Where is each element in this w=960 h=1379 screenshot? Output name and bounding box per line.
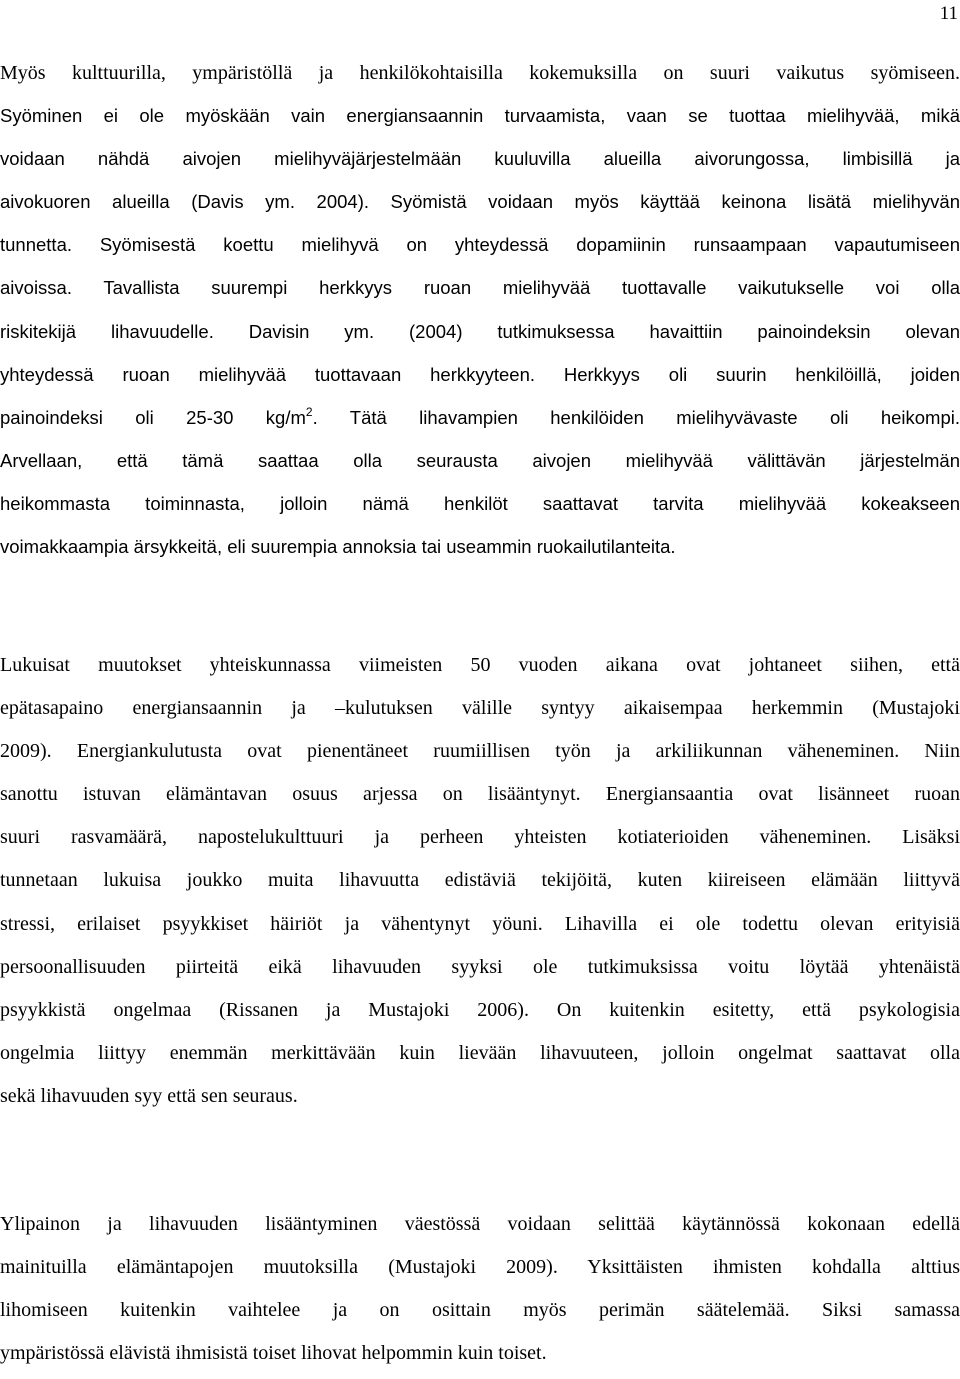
text-line: stressi, erilaiset psyykkiset häiriöt ja vähentynyt yöuni. Lihavilla ei ole todettu olevan erityisiä	[0, 912, 960, 935]
text-line: aivoissa. Tavallista suurempi herkkyys ruoan mielihyvää tuottavalle vaikutukselle voi olla	[0, 277, 960, 299]
text-line: mainituilla elämäntapojen muutoksilla (Mustajoki 2009). Yksittäisten ihmisten kohdalla alttius	[0, 1256, 960, 1279]
text-line: heikommasta toiminnasta, jolloin nämä henkilöt saattavat tarvita mielihyvää kokeakseen	[0, 492, 960, 514]
text-line: yhteydessä ruoan mielihyvää tuottavaan herkkyyteen. Herkkyys oli suurin henkilöillä, joiden	[0, 363, 960, 385]
text-line: psyykkistä ongelmaa (Rissanen ja Mustajoki 2006). On kuitenkin esitetty, että psykologisia	[0, 998, 960, 1021]
text-line: Syöminen ei ole myöskään vain energiansaannin turvaamista, vaan se tuottaa mielihyvää, mikä	[0, 105, 960, 127]
text-line: Lukuisat muutokset yhteiskunnassa viimeisten 50 vuoden aikana ovat johtaneet siihen, että	[0, 654, 960, 676]
text-line: aivokuoren alueilla (Davis ym. 2004). Syömistä voidaan myös käyttää keinona lisätä mielihyvän	[0, 191, 960, 213]
text-line: Myös kulttuurilla, ympäristöllä ja henkilökohtaisilla kokemuksilla on suuri vaikutus syömiseen.	[0, 62, 960, 84]
text-line-last: voimakkaampia ärsykkeitä, eli suurempia annoksia tai useammin ruokailutilanteita.	[0, 536, 676, 558]
paragraph-eating-pleasure	[0, 56, 960, 573]
text-line-last: sekä lihavuuden syy että sen seuraus.	[0, 1084, 298, 1107]
text-line: sanottu istuvan elämäntavan osuus arjessa on lisääntynyt. Energiansaantia ovat lisänneet ruoan	[0, 783, 960, 806]
text-line: Ylipainon ja lihavuuden lisääntyminen väestössä voidaan selittää käytännössä kokonaan edellä	[0, 1213, 960, 1235]
paragraph-overweight-increase	[0, 1207, 960, 1379]
text-line: suuri rasvamäärä, napostelukulttuuri ja perheen yhteisten kotiaterioiden väheneminen. Lisäksi	[0, 826, 960, 849]
text-line: ongelmia liittyy enemmän merkittävään kuin lievään lihavuuteen, jolloin ongelmat saattavat olla	[0, 1041, 960, 1064]
page-number: 11	[939, 3, 958, 24]
text-line-bmi	[0, 401, 960, 444]
text-line-last: ympäristössä elävistä ihmisistä toiset lihovat helpommin kuin toiset.	[0, 1342, 547, 1365]
bmi-text-continued: . Tätä lihavampien henkilöiden mielihyvävaste oli heikompi.	[312, 406, 960, 428]
text-line: lihomiseen kuitenkin vaihtelee ja on osittain myös perimän säätelemää. Siksi samassa	[0, 1299, 960, 1322]
text-line: Arvellaan, että tämä saattaa olla seurausta aivojen mielihyvää välittävän järjestelmän	[0, 449, 960, 471]
text-line: voidaan nähdä aivojen mielihyväjärjestelmään kuuluvilla alueilla aivorungossa, limbisillä ja	[0, 148, 960, 170]
bmi-text: painoindeksi oli 25-30 kg/m	[0, 406, 306, 428]
text-line: persoonallisuuden piirteitä eikä lihavuuden syyksi ole tutkimuksissa voitu löytää yhtenäistä	[0, 955, 960, 978]
superscript-exponent: 2	[305, 404, 313, 419]
text-line: 2009). Energiankulutusta ovat pienentäneet ruumiillisen työn ja arkiliikunnan väheneminen. Niin	[0, 740, 960, 763]
text-line: epätasapaino energiansaannin ja –kulutuksen välille syntyy aikaisempaa herkemmin (Mustajoki	[0, 697, 960, 720]
text-line: tunnetta. Syömisestä koettu mielihyvä on yhteydessä dopamiinin runsaampaan vapautumiseen	[0, 234, 960, 256]
text-line: riskitekijä lihavuudelle. Davisin ym. (2004) tutkimuksessa havaittiin painoindeksin olevan	[0, 320, 960, 342]
text-line: tunnetaan lukuisa joukko muita lihavuutta edistäviä tekijöitä, kuten kiireiseen elämään liittyvä	[0, 869, 960, 892]
paragraph-society-changes	[0, 648, 960, 1122]
